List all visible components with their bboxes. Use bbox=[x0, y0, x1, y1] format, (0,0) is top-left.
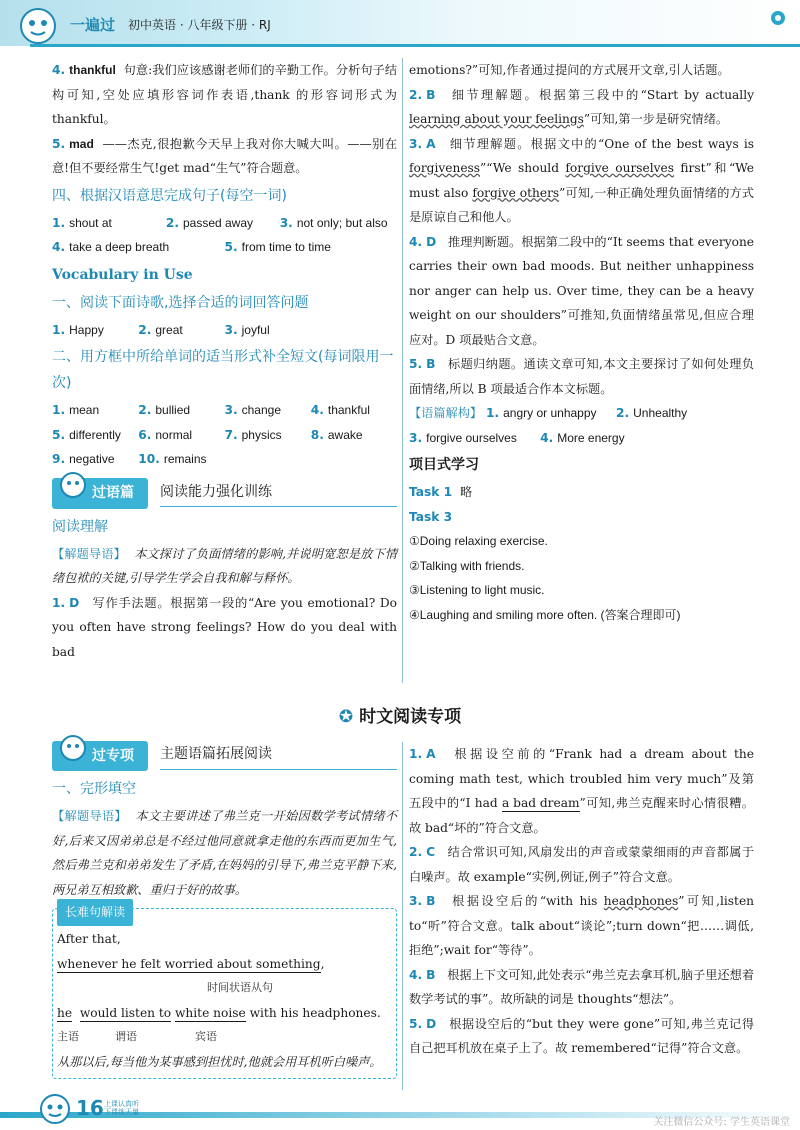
analysis-grid: 【语篇解构】 1. angry or unhappy 2. Unhealthy 3. forgive ourselves 4. More energy bbox=[409, 406, 688, 445]
section-center-title: ✪ 时文阅读专项 bbox=[338, 707, 462, 727]
answer-item: 4. D 推理判断题。根据第二段中的“It seems that everyone carries their own bad moods. But neither unhappiness nor anger can help us. Over time, they can be a heavy weight on our shoulders”可推知,负面情绪虽常见,但应合理应对。D 项最贴合文意。 bbox=[409, 234, 755, 347]
mascot-icon bbox=[58, 733, 88, 763]
answer-item: 3. A 细节理解题。根据文中的“One of the best ways is forgiveness”“We should forgive ourselves first”和“We must also forgive others”可知,一种正确处理负面情绪的方式是原谅自己和他人。 bbox=[409, 136, 754, 224]
answer-item: 2. B 细节理解题。根据第三段中的“Start by actually learning about your feelings”可知,第一步是研究情绪。 bbox=[409, 87, 754, 126]
answer-grid: 1. Happy 2. great 3. joyful bbox=[52, 322, 270, 337]
page-header bbox=[0, 0, 800, 46]
answer-item: 3. B 根据设空后的“with his headphones”可知,listen to“听”符合文意。talk about“谈论”;turn down“把……调低,拒绝”;wait for“等待”。 bbox=[409, 894, 755, 957]
page-number: 16 bbox=[76, 1096, 104, 1120]
section-heading: Vocabulary in Use bbox=[52, 266, 193, 283]
banner-tag: 过专项 bbox=[52, 741, 148, 772]
book-info: 初中英语 · 八年级下册 · RJ bbox=[128, 18, 271, 32]
column-divider bbox=[402, 58, 403, 683]
answer-item: 4. thankful 句意:我们应该感谢老师们的辛勤工作。分析句子结构可知,空处应填形容词作表语,thank 的形容词形式为 thankful。 bbox=[52, 63, 398, 126]
sentence-line: he would listen to white noise with his headphones. bbox=[57, 1005, 381, 1020]
task-item: Task 3 bbox=[409, 509, 453, 524]
task-line: ③Listening to light music. bbox=[409, 583, 545, 597]
section-heading: 阅读理解 bbox=[52, 518, 108, 535]
sentence-line: After that, whenever he felt worried about something, bbox=[57, 932, 325, 971]
task-line: ④Laughing and smiling more often. (答案合理即可) bbox=[409, 607, 681, 622]
brand-name: 一遍过 bbox=[70, 16, 116, 34]
long-sentence-box bbox=[52, 905, 397, 1079]
header-band bbox=[0, 0, 800, 46]
section-banner bbox=[52, 480, 397, 508]
annotation: 时间状语从句 bbox=[207, 981, 273, 994]
answer-item: 2. C 结合常识可知,风扇发出的声音或蒙蒙细雨的声音都属于白噪声。故 example“实例,例证,例子”符合文意。 bbox=[409, 845, 755, 884]
header-line bbox=[30, 44, 800, 47]
section-heading: 项目式学习 bbox=[409, 457, 479, 473]
footer-motto: 上课认真听 下课练天量 bbox=[104, 1100, 139, 1116]
section-heading: 二、用方框中所给单词的适当形式补全短文(每词限用一次) bbox=[52, 349, 394, 391]
corner-mark-icon bbox=[770, 10, 786, 26]
mascot-icon bbox=[18, 6, 58, 46]
left-column-top bbox=[52, 58, 397, 664]
page-footer bbox=[0, 1088, 800, 1130]
answer-item: 1. A 根据设空前的“Frank had a dream about the coming math test, which troubled him very much”及第五段中的“I had a bad dream”可知,弗兰克醒来时心情很糟。故 bad“坏的”符合文意。 bbox=[409, 747, 754, 835]
answer-item: 5. mad ——杰克,很抱歉今天早上我对你大喊大叫。——别在意!但不要经常生气!get mad“生气”符合题意。 bbox=[52, 136, 398, 175]
footer-note: 关注微信公众号: 学生英语课堂 bbox=[653, 1117, 790, 1128]
mascot-icon bbox=[58, 470, 88, 500]
section-banner bbox=[52, 742, 397, 770]
column-divider bbox=[402, 742, 403, 1090]
box-label: 长难句解读 bbox=[57, 899, 133, 926]
section-heading: 四、根据汉语意思完成句子(每空一词) bbox=[52, 187, 287, 204]
banner-title: 阅读能力强化训练 bbox=[160, 480, 397, 508]
star-icon: ✪ bbox=[338, 707, 354, 727]
answer-grid: 1. shout at 2. passed away 3. not only; but also 4. take a deep breath 5. from time to time bbox=[52, 215, 388, 254]
task-line: ②Talking with friends. bbox=[409, 558, 525, 573]
answer-grid: 1. mean 2. bullied 3. change 4. thankful 5. differently 6. normal 7. physics 8. awake 9. negative 10. remains bbox=[52, 403, 370, 466]
left-column-bottom bbox=[52, 742, 397, 1079]
banner-title: 主题语篇拓展阅读 bbox=[160, 742, 397, 770]
task-line: ①Doing relaxing exercise. bbox=[409, 534, 548, 548]
answer-continuation: emotions?”可知,作者通过提问的方式展开文章,引人话题。 bbox=[409, 63, 730, 77]
annotation-row: 主语 谓语 宾语 bbox=[57, 1030, 217, 1043]
task-item: Task 1 略 bbox=[409, 485, 473, 499]
answer-item: 4. B 根据上下文可知,此处表示“弗兰克去拿耳机,脑子里还想着数学考试的事”。故所缺的词是 thoughts“想法”。 bbox=[409, 967, 755, 1006]
mascot-icon bbox=[38, 1092, 72, 1126]
answer-item: 5. B 标题归纳题。通读文章可知,本文主要探讨了如何处理负面情绪,所以 B 项最适合作本文标题。 bbox=[409, 357, 755, 396]
section-heading: 一、阅读下面诗歌,选择合适的词回答问题 bbox=[52, 294, 309, 311]
right-column-bottom bbox=[409, 742, 754, 1061]
guide-text: 【解题导语】 本文主要讲述了弗兰克一开始因数学考试情绪不好,后来又因弟弟总是不经过他同意就拿走他的东西而更加生气,然后弗兰克和弟弟发生了矛盾,在妈妈的引导下,弗兰克平静下来,两兄弟互相致歉、重归于好的故事。 bbox=[52, 809, 398, 897]
translation: 从那以后,每当他为某事感到担忧时,他就会用耳机听白噪声。 bbox=[57, 1054, 382, 1069]
section-heading: 一、完形填空 bbox=[52, 781, 136, 797]
right-column-top bbox=[409, 58, 754, 627]
answer-item: 1. D 写作手法题。根据第一段的“Are you emotional? Do you often have strong feelings? How do you deal with bad bbox=[52, 595, 397, 659]
banner-tag: 过语篇 bbox=[52, 478, 148, 509]
answer-item: 5. D 根据设空后的“but they were gone”可知,弗兰克记得自己把耳机放在桌子上了。故 remembered“记得”符合文意。 bbox=[409, 1016, 755, 1055]
guide-text: 【解题导语】 本文探讨了负面情绪的影响,并说明宽恕是放下情绪包袱的关键,引导学生学会自我和解与释怀。 bbox=[52, 546, 398, 585]
